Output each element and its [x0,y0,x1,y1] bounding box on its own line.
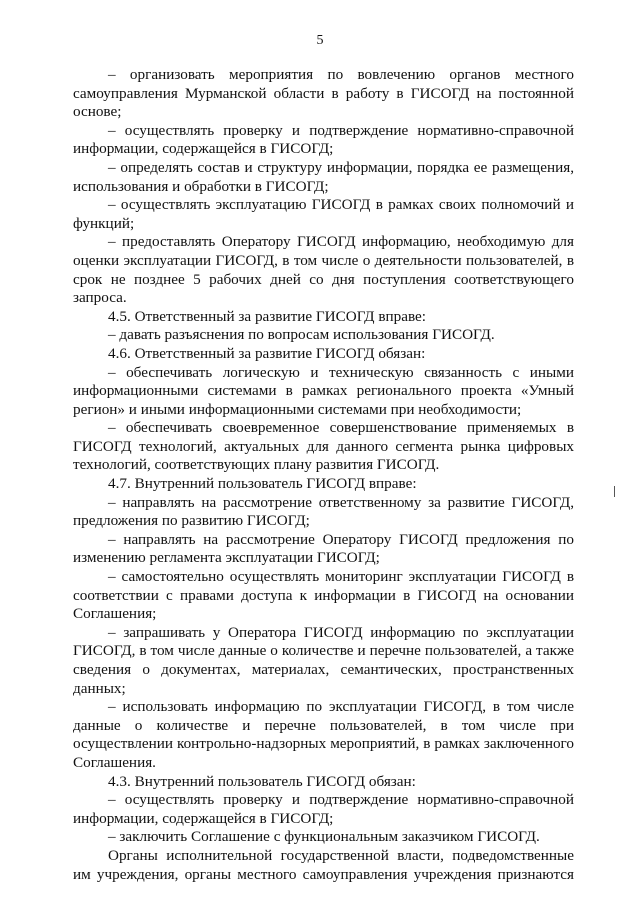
paragraph-5: – предоставлять Оператору ГИСОГД информацию, необходимую для оценки эксплуатации ГИСОГД, в том числе о деятельности пользователей, в срок не позднее 5 рабочих дней со дня поступления соответствующего запроса. [73,233,574,307]
paragraph-19: – заключить Соглашение с функциональным заказчиком ГИСОГД. [108,828,540,846]
paragraph-11: 4.7. Внутренний пользователь ГИСОГД вправе: [108,475,417,493]
paragraph-14: – самостоятельно осуществлять мониторинг эксплуатации ГИСОГД в соответствии с правами доступа к информации в ГИСОГД на основании Соглашения; [73,568,574,623]
paragraph-16: – использовать информацию по эксплуатации ГИСОГД, в том числе данные о количестве и перечне пользователей, в том числе при осуществлении контрольно-надзорных мероприятий, в рамках заключенного Соглашения. [73,698,574,771]
paragraph-1: – организовать мероприятия по вовлечению органов местного самоуправления Мурманской области в работу в ГИСОГД на постоянной основе; [73,66,574,121]
document-body [73,66,574,884]
paragraph-12: – направлять на рассмотрение ответственному за развитие ГИСОГД, предложения по развитию ГИСОГД; [73,493,574,530]
paragraph-9: – обеспечивать логическую и техническую связанность с иными информационными системами в рамках регионального проекта «Умный регион» и иными информационными системами при необходимости; [73,363,574,418]
paragraph-10: – обеспечивать своевременное совершенствование применяемых в ГИСОГД технологий, актуальных для данного сегмента рынка цифровых технологий, соответствующих плану развития ГИСОГД. [73,419,574,474]
paragraph-18: – осуществлять проверку и подтверждение нормативно-справочной информации, содержащейся в ГИСОГД; [73,791,574,827]
paragraph-13: – направлять на рассмотрение Оператору ГИСОГД предложения по изменению регламента эксплуатации ГИСОГД; [73,530,574,567]
paragraph-2: – осуществлять проверку и подтверждение нормативно-справочной информации, содержащейся в ГИСОГД; [73,121,574,158]
paragraph-7: – давать разъяснения по вопросам использования ГИСОГД. [108,326,495,344]
page-number: 5 [316,33,324,48]
paragraph-15: – запрашивать у Оператора ГИСОГД информацию по эксплуатации ГИСОГД, в том числе данные о количестве и перечне пользователей, а также сведения о документах, материалах, семантических, пространственных данных; [73,623,574,697]
scan-edge-mark [614,486,615,497]
paragraph-4: – осуществлять эксплуатацию ГИСОГД в рамках своих полномочий и функций; [73,196,574,232]
paragraph-8: 4.6. Ответственный за развитие ГИСОГД обязан: [108,344,426,362]
paragraph-17: 4.3. Внутренний пользователь ГИСОГД обязан: [108,772,416,790]
paragraph-3: – определять состав и структуру информации, порядка ее размещения, использования и обработки в ГИСОГД; [73,158,574,195]
paragraph-6: 4.5. Ответственный за развитие ГИСОГД вправе: [108,307,427,325]
paragraph-20: Органы исполнительной государственной власти, подведомственные им учреждения, органы местного самоуправления учреждения признаются [73,846,574,883]
